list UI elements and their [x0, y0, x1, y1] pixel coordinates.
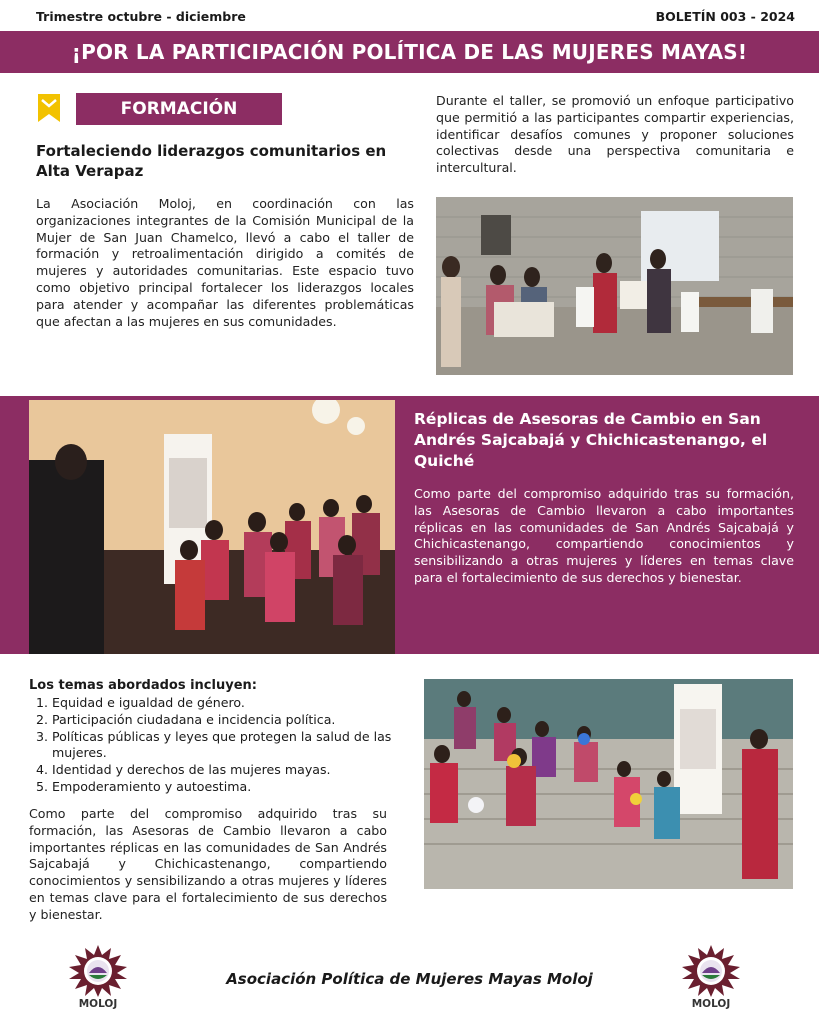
moloj-logo [680, 945, 742, 1013]
outdoor-session-photo [424, 679, 793, 889]
article-paragraph: La Asociación Moloj, en coordinación con las organizaciones integrantes de la Comisión Municipal de la Mujer de San Juan Chamelco, llevó a cabo el taller de formación y retroalimentación dirigido a comités de mujeres y autoridades comunitarias. Este espacio tuvo como objetivo principal fortalecer los liderazgos locales para atender y acompañar las diferentes problemáticas que afectan a las mujeres en sus comunidades. [36, 196, 414, 329]
footer-organization: Asociación Política de Mujeres Mayas Moloj [226, 970, 593, 988]
list-item: 5. Empoderamiento y autoestima. [36, 778, 252, 794]
replica-session-photo [29, 400, 395, 654]
section-badge: FORMACIÓN [76, 93, 282, 125]
list-item: 2. Participación ciudadana e incidencia política. [36, 711, 336, 727]
logo-label: MOLOJ [78, 998, 118, 1010]
workshop-photo [436, 197, 793, 375]
list-item: 1. Equidad e igualdad de género. [36, 695, 245, 710]
article-paragraph: Como parte del compromiso adquirido tras su formación, las Asesoras de Cambio llevaron a cabo importantes réplicas en las comunidades de San Andrés Sajcabajá y Chichicastenango, compartiendo conocimientos y sensibilizando a otras mujeres y líderes en temas clave para el fortalecimiento de sus derechos y bienestar. [29, 806, 387, 922]
quarter-label: Trimestre octubre - diciembre [36, 9, 246, 24]
article-paragraph: Como parte del compromiso adquirido tras su formación, las Asesoras de Cambio llevaron a cabo importantes réplicas en las comunidades de San Andrés Sajcabajá y Chichicastenango, compartiendo conocimientos y sensibilizando a otras mujeres y líderes en temas clave para el fortalecimiento de sus derechos y bienestar. [414, 486, 794, 585]
article-paragraph: Durante el taller, se promovió un enfoque participativo que permitió a las participantes compartir experiencias, identificar desafíos comunes y proponer soluciones colectivas desde una perspectiva comunitaria e intercultural. [436, 93, 794, 176]
article-title-quiche: Réplicas de Asesoras de Cambio en San Andrés Sajcabajá y Chichicastenango, el Quiché [414, 410, 768, 470]
list-item: 3. Políticas públicas y leyes que protegen la salud de las mujeres. [36, 728, 392, 761]
page-banner-title: ¡POR LA PARTICIPACIÓN POLÍTICA DE LAS MUJERES MAYAS! [0, 31, 819, 73]
bulletin-number: BOLETÍN 003 - 2024 [655, 9, 795, 24]
list-item: 4. Identidad y derechos de las mujeres mayas. [36, 762, 331, 778]
topics-heading: Los temas abordados incluyen: [29, 678, 257, 693]
logo-label: MOLOJ [691, 998, 731, 1010]
topics-list [36, 695, 396, 796]
article-title-alta-verapaz: Fortaleciendo liderazgos comunitarios en Alta Verapaz [36, 142, 387, 180]
chevron-bookmark-icon [36, 94, 62, 124]
